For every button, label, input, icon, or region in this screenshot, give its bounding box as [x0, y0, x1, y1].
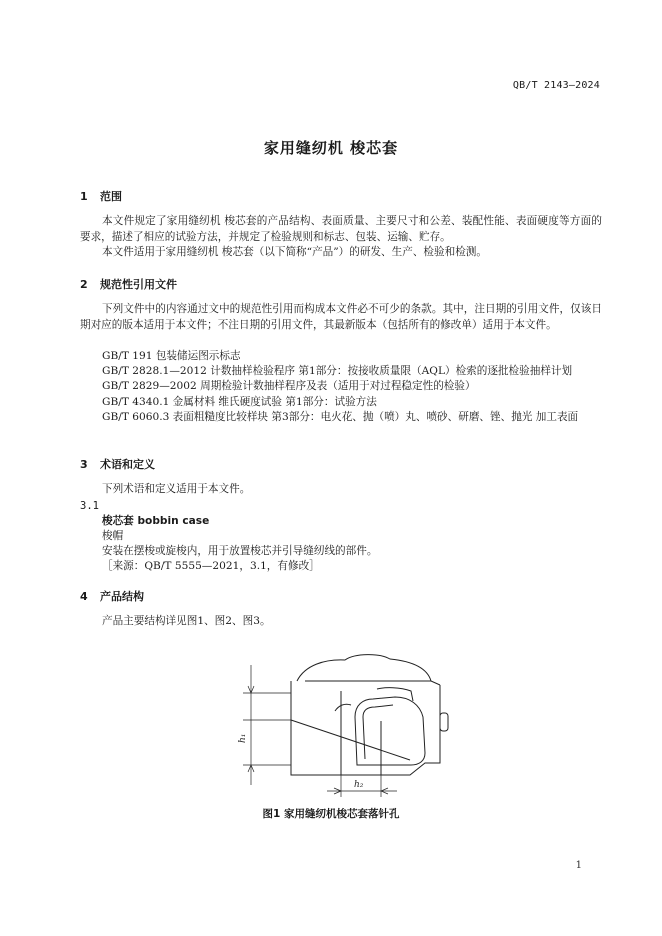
section-heading-references: [80, 276, 177, 292]
reference-item: GB/T 2828.1—2012 计数抽样检验程序 第1部分：按接收质量限（AQL）检索的逐批检验抽样计划: [102, 365, 573, 377]
tension-spring-shape: [355, 697, 425, 765]
term-definition: 安装在摆梭或旋梭内，用于放置梭芯并引导缝纫线的部件。: [102, 545, 378, 557]
term-source: ［来源：QB/T 5555—2021，3.1，有修改］: [102, 560, 320, 572]
section-title: 术语和定义: [100, 458, 155, 471]
section-heading-structure: [80, 588, 144, 604]
section-number: 1: [80, 190, 88, 203]
scope-paragraph-2: 本文件适用于家用缝纫机 梭芯套（以下简称“产品”）的研发、生产、检验和检测。: [102, 246, 487, 258]
scope-paragraph-1: 本文件规定了家用缝纫机 梭芯套的产品结构、表面质量、主要尺寸和公差、装配性能、表面硬度等方面的要求，描述了相应的试验方法，并规定了检验规则和标志、包装、运输、贮存。: [80, 215, 602, 243]
section-title: 范围: [100, 190, 122, 203]
section-heading-terms: [80, 456, 155, 472]
latch-knob: [440, 713, 448, 731]
section-heading-scope: [80, 188, 122, 204]
page-number: 1: [575, 860, 582, 871]
term-alias: 梭帽: [102, 530, 124, 542]
section-number: 3: [80, 458, 88, 471]
dimension-label-h2: h₂: [354, 780, 364, 790]
reference-item: GB/T 191 包装储运图示标志: [102, 350, 241, 362]
terms-intro: 下列术语和定义适用于本文件。: [102, 483, 251, 495]
bobbin-case-dome: [297, 655, 431, 681]
dimension-label-h1: h₁: [238, 733, 248, 743]
reference-item: GB/T 4340.1 金属材料 维氏硬度试验 第1部分：试验方法: [102, 396, 377, 408]
standard-code: QB/T 2143—2024: [512, 80, 600, 91]
figure-1-drawing: [235, 625, 455, 805]
section-number: 2: [80, 278, 88, 291]
structure-text: 产品主要结构详见图1、图2、图3。: [102, 615, 271, 627]
term-number: 3.1: [80, 500, 99, 512]
figure-1-caption: 图1 家用缝纫机梭芯套落针孔: [262, 808, 400, 820]
reference-item: GB/T 6060.3 表面粗糙度比较样块 第3部分：电火花、抛（喷）丸、喷砂、研磨、锉、抛光 加工表面: [102, 411, 579, 423]
reference-item: GB/T 2829—2002 周期检验计数抽样程序及表（适用于对过程稳定性的检验）: [102, 380, 476, 392]
needle-hole-edge: [291, 720, 410, 760]
section-title: 产品结构: [100, 590, 144, 603]
references-intro: 下列文件中的内容通过文中的规范性引用而构成本文件必不可少的条款。其中，注日期的引用文件，仅该日期对应的版本适用于本文件；不注日期的引用文件，其最新版本（包括所有的修改单）适用于本文件。: [80, 303, 602, 331]
section-number: 4: [80, 590, 88, 603]
document-title: 家用缝纫机 梭芯套: [263, 139, 399, 157]
term-name: 梭芯套 bobbin case: [102, 515, 210, 527]
section-title: 规范性引用文件: [100, 278, 177, 291]
